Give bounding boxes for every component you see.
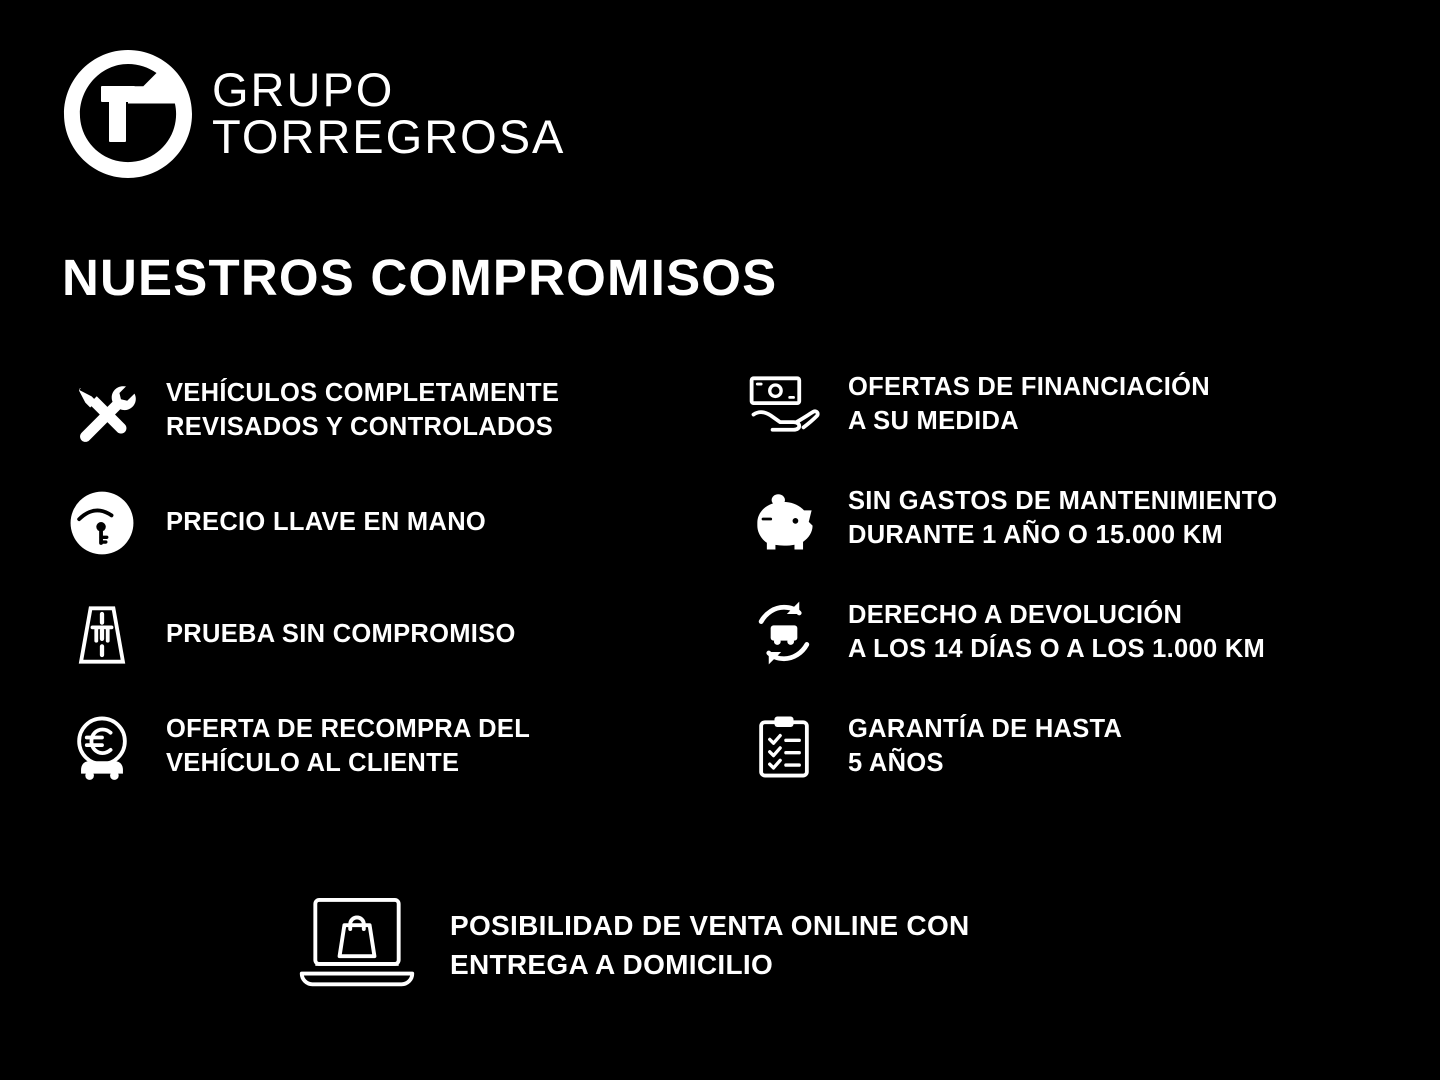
commitment-item-online-sale [292,888,1192,1003]
commitment-item [742,590,1362,676]
commitment-label: GARANTÍA DE HASTA 5 AÑOS [848,715,1123,777]
commitment-item [742,704,1362,790]
brand-name-line2: TORREGROSA [212,110,566,163]
commitment-item [742,362,1362,448]
commitments-right-column [742,362,1362,818]
commitment-item [60,368,680,454]
euro-coin-car-icon [60,705,144,789]
road-highway-icon [60,593,144,677]
piggy-bank-icon [742,477,826,561]
commitment-label: VEHÍCULOS COMPLETAMENTE REVISADOS Y CONTROLADOS [166,379,560,441]
commitment-label: SIN GASTOS DE MANTENIMIENTO DURANTE 1 AÑO O 15.000 KM [848,487,1278,549]
commitment-item [60,704,680,790]
commitment-item [60,592,680,678]
commitment-label: OFERTAS DE FINANCIACIÓN A SU MEDIDA [848,373,1211,435]
commitments-left-column [60,368,680,816]
return-arrows-car-icon [742,591,826,675]
commitment-label: POSIBILIDAD DE VENTA ONLINE CON ENTREGA A DOMICILIO [450,910,970,980]
checklist-clipboard-icon [742,705,826,789]
commitment-label: DERECHO A DEVOLUCIÓN A LOS 14 DÍAS O A LOS 1.000 KM [848,601,1266,663]
commitment-item [742,476,1362,562]
brand-name-line1: GRUPO [212,63,395,117]
grupo-torregrosa-monogram-icon [62,48,194,180]
tools-wrench-screwdriver-icon [60,369,144,453]
commitment-label: OFERTA DE RECOMPRA DEL VEHÍCULO AL CLIENTE [166,715,531,777]
page-title: NUESTROS COMPROMISOS [62,249,778,306]
commitment-label: PRUEBA SIN COMPROMISO [166,620,516,649]
commitment-item [60,480,680,566]
laptop-shopping-bag-icon [292,888,422,1003]
key-in-hand-circle-icon [60,481,144,565]
commitment-label: PRECIO LLAVE EN MANO [166,508,487,537]
banknote-in-hand-icon [742,363,826,447]
brand-logo [62,48,565,180]
